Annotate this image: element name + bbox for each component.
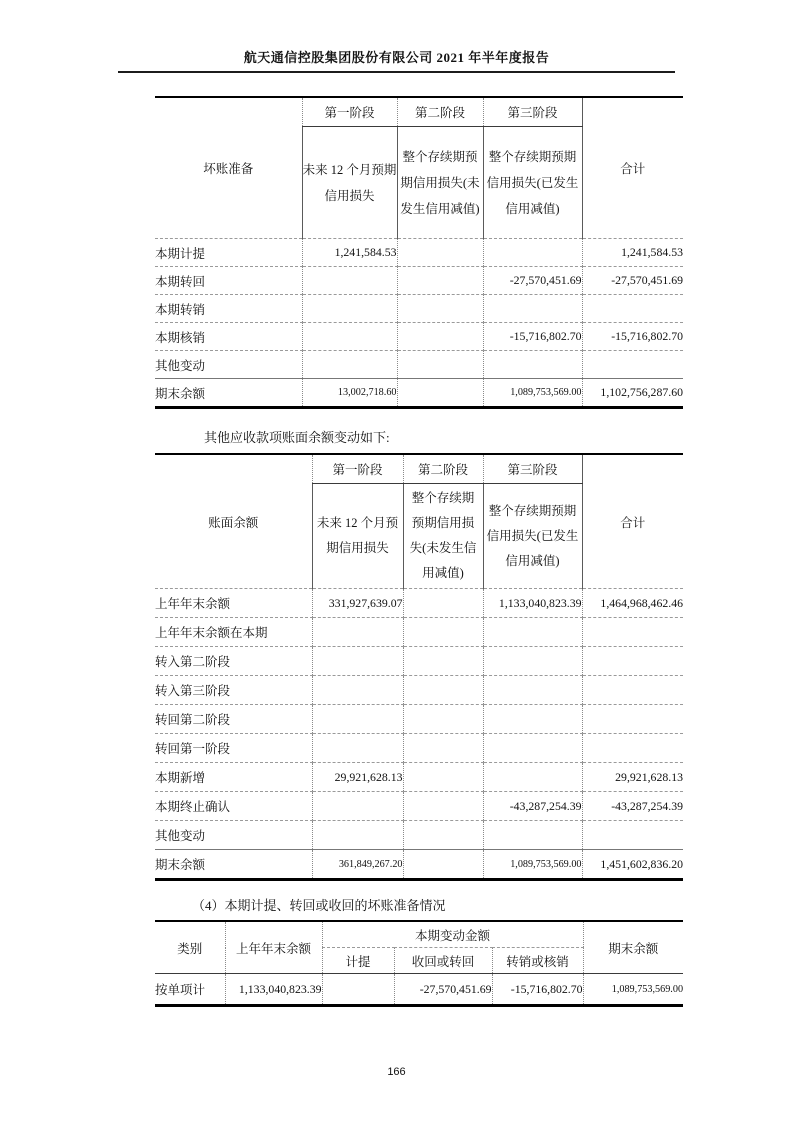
cell-value (403, 734, 483, 763)
cell-value: -15,716,802.70 (483, 323, 582, 351)
row-label: 本期新增 (155, 763, 312, 792)
row-label: 转回第一阶段 (155, 734, 312, 763)
other-receivables-note: 其他应收款项账面余额变动如下: (204, 430, 390, 445)
cell-value (403, 618, 483, 647)
cell-value (403, 589, 483, 618)
cell-value: 1,464,968,462.46 (582, 589, 683, 618)
row-label: 本期计提 (155, 239, 302, 267)
provision-change-table (155, 920, 683, 1007)
cell-value (312, 676, 403, 705)
cell-value (483, 705, 582, 734)
cell-value: -15,716,802.70 (492, 974, 583, 1006)
book-balance-change-table (155, 453, 683, 881)
cell-value: 1,133,040,823.39 (225, 974, 322, 1006)
table-row (155, 589, 683, 618)
row-label: 本期转销 (155, 295, 302, 323)
t1-stage1-header: 第一阶段 (302, 97, 397, 127)
t2-total-header: 合计 (582, 454, 683, 589)
cell-value (582, 705, 683, 734)
cell-value (312, 705, 403, 734)
cell-value (483, 821, 582, 850)
table-row (155, 267, 683, 295)
cell-value (582, 676, 683, 705)
table-row (155, 618, 683, 647)
table-row (155, 295, 683, 323)
cell-value (312, 734, 403, 763)
row-label: 按单项计 (155, 974, 225, 1006)
t2-stage2-header: 第二阶段 (403, 454, 483, 484)
section-4-heading: （4）本期计提、转回或收回的坏账准备情况 (192, 898, 446, 913)
cell-value: 13,002,718.60 (302, 379, 397, 408)
cell-value (483, 351, 582, 379)
row-label: 本期转回 (155, 267, 302, 295)
cell-value (397, 379, 483, 408)
t3-period-end-header: 期末余额 (583, 921, 683, 974)
t3-prev-year-header: 上年年末余额 (225, 921, 322, 974)
row-label: 转入第二阶段 (155, 647, 312, 676)
bad-debt-provision-table (155, 96, 683, 409)
cell-value (403, 676, 483, 705)
t2-stage1-desc: 未来 12 个月预期信用损失 (312, 484, 403, 589)
table-row (155, 676, 683, 705)
row-label: 上年年末余额 (155, 589, 312, 618)
row-label: 转回第二阶段 (155, 705, 312, 734)
row-label: 期末余额 (155, 850, 312, 880)
cell-value (483, 295, 582, 323)
table-row (155, 763, 683, 792)
row-label: 上年年末余额在本期 (155, 618, 312, 647)
cell-value (483, 239, 582, 267)
table-row (155, 647, 683, 676)
cell-value (403, 647, 483, 676)
t1-stage1-desc: 未来 12 个月预期信用损失 (302, 127, 397, 239)
cell-value (582, 618, 683, 647)
header-divider (118, 71, 675, 73)
cell-value: -43,287,254.39 (582, 792, 683, 821)
table-row (155, 850, 683, 880)
row-label: 其他变动 (155, 351, 302, 379)
cell-value (322, 974, 394, 1006)
cell-value: 1,133,040,823.39 (483, 589, 582, 618)
cell-value (582, 821, 683, 850)
row-label: 期末余额 (155, 379, 302, 408)
cell-value (312, 792, 403, 821)
cell-value: 1,089,753,569.00 (483, 850, 582, 880)
cell-value: -27,570,451.69 (483, 267, 582, 295)
cell-value (582, 295, 683, 323)
t1-corner-header: 坏账准备 (203, 162, 254, 176)
cell-value (312, 618, 403, 647)
t2-stage2-desc: 整个存续期预期信用损失(未发生信用减值) (403, 484, 483, 589)
t3-category-header: 类别 (177, 941, 203, 956)
table-row (155, 323, 683, 351)
cell-value: -43,287,254.39 (483, 792, 582, 821)
page-number: 166 (387, 1066, 406, 1078)
cell-value: -15,716,802.70 (582, 323, 683, 351)
t2-corner-header: 账面余额 (208, 515, 259, 530)
cell-value (397, 239, 483, 267)
cell-value (582, 734, 683, 763)
cell-value (403, 792, 483, 821)
t2-stage1-header: 第一阶段 (312, 454, 403, 484)
cell-value (397, 295, 483, 323)
cell-value (582, 351, 683, 379)
table-row (155, 734, 683, 763)
table-row (155, 379, 683, 408)
cell-value: 331,927,639.07 (312, 589, 403, 618)
t3-writeoff-header: 转销或核销 (492, 948, 583, 974)
cell-value (312, 647, 403, 676)
table-row (155, 705, 683, 734)
cell-value (302, 323, 397, 351)
cell-value: -27,570,451.69 (394, 974, 492, 1006)
row-label: 其他变动 (155, 821, 312, 850)
cell-value (302, 351, 397, 379)
table-row (155, 351, 683, 379)
t1-total-header: 合计 (582, 97, 683, 239)
t3-recover-header: 收回或转回 (394, 948, 492, 974)
t2-stage3-desc: 整个存续期预期信用损失(已发生信用减值) (483, 484, 582, 589)
cell-value: -27,570,451.69 (582, 267, 683, 295)
row-label: 本期核销 (155, 323, 302, 351)
cell-value (483, 647, 582, 676)
cell-value (397, 351, 483, 379)
cell-value (403, 705, 483, 734)
report-header-title: 航天通信控股集团股份有限公司 2021 年半年度报告 (243, 50, 550, 65)
row-label: 本期终止确认 (155, 792, 312, 821)
cell-value (582, 647, 683, 676)
cell-value (403, 763, 483, 792)
row-label: 转入第三阶段 (155, 676, 312, 705)
t1-stage2-header: 第二阶段 (397, 97, 483, 127)
cell-value: 1,241,584.53 (582, 239, 683, 267)
cell-value (397, 323, 483, 351)
table-row (155, 792, 683, 821)
cell-value (483, 734, 582, 763)
cell-value: 1,089,753,569.00 (483, 379, 582, 408)
cell-value (312, 821, 403, 850)
cell-value: 1,089,753,569.00 (583, 974, 683, 1006)
cell-value (483, 618, 582, 647)
t3-accrual-header: 计提 (322, 948, 394, 974)
cell-value (483, 763, 582, 792)
cell-value: 29,921,628.13 (582, 763, 683, 792)
t2-stage3-header: 第三阶段 (483, 454, 582, 484)
table-row (155, 821, 683, 850)
cell-value (302, 267, 397, 295)
cell-value: 1,241,584.53 (302, 239, 397, 267)
cell-value: 361,849,267.20 (312, 850, 403, 880)
cell-value (403, 821, 483, 850)
cell-value (403, 850, 483, 880)
cell-value: 1,451,602,836.20 (582, 850, 683, 880)
table-row (155, 974, 683, 1006)
cell-value (302, 295, 397, 323)
table-row (155, 239, 683, 267)
cell-value (483, 676, 582, 705)
t1-stage3-desc: 整个存续期预期信用损失(已发生信用减值) (483, 127, 582, 239)
t1-stage3-header: 第三阶段 (483, 97, 582, 127)
cell-value: 29,921,628.13 (312, 763, 403, 792)
t1-stage2-desc: 整个存续期预期信用损失(未发生信用减值) (397, 127, 483, 239)
cell-value: 1,102,756,287.60 (582, 379, 683, 408)
t3-change-group-header: 本期变动金额 (322, 921, 583, 948)
cell-value (397, 267, 483, 295)
